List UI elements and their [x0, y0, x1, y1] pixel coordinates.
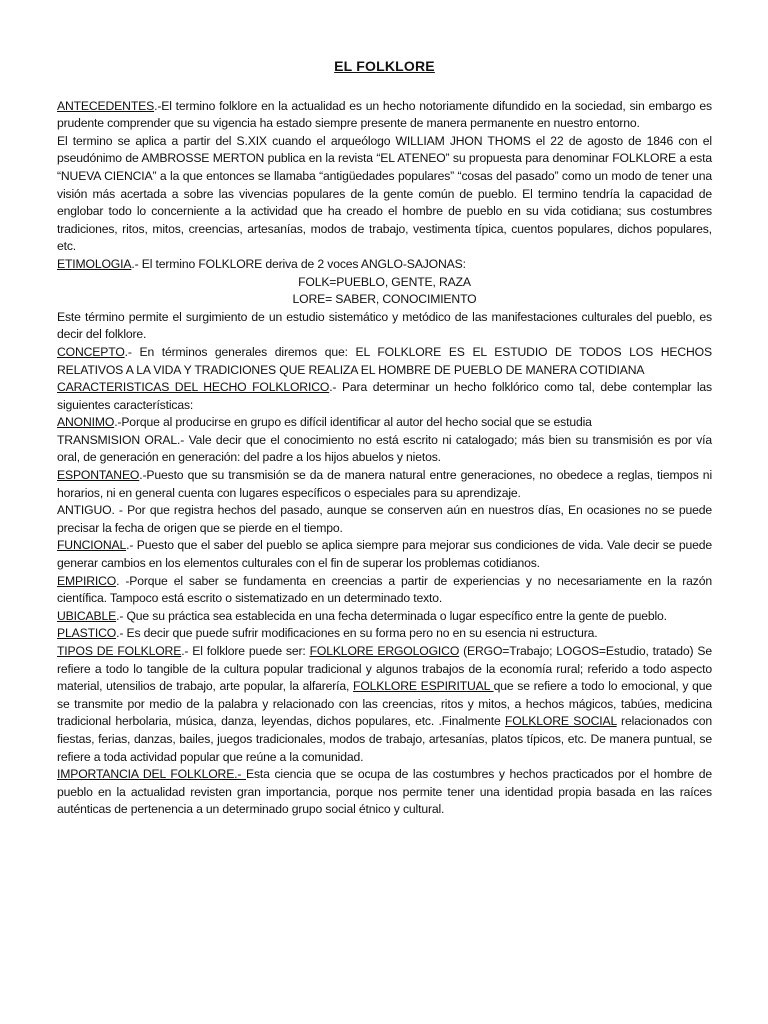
- espontaneo-paragraph: [57, 467, 712, 502]
- origin-paragraph: El termino se aplica a partir del S.XIX cuando el arqueólogo WILLIAM JHON THOMS el 22 de agosto de 1846 con el pseudónimo de AMBROSSE MERTON publica en la revista “EL ATENEO” su propuesta para denominar FOLKLORE a esta “NUEVA CIENCIA” a la que entonces se llamaba “antigüedades populares” “cosas del pasado” como un modo de tener una visión más acertada a sobre las vivencias populares de la gente común de pueblo. El termino tendría la capacidad de englobar todo lo concerniente a la actividad que ha creado el hombre de pueblo en su vida cotidiana; sus costumbres tradiciones, ritos, mitos, creencias, artesanías, modos de trabajo, vestimenta típica, cuentos populares, dichos populares, etc.: [57, 133, 712, 254]
- espiritual-term: FOLKLORE ESPIRITUAL: [353, 679, 494, 694]
- concepto-text: .- En términos generales diremos que: EL FOLKLORE ES EL ESTUDIO DE TODOS LOS HECHOS RELATIVOS A LA VIDA Y TRADICIONES QUE REALIZA EL HOMBRE DE PUEBLO DE MANERA COTIDIANA: [57, 344, 712, 377]
- ergologico-term: FOLKLORE ERGOLOGICO: [309, 644, 460, 658]
- lore-definition: LORE= SABER, CONOCIMIENTO: [292, 292, 477, 307]
- funcional-text: .- Puesto que el saber del pueblo se aplica siempre para mejorar sus condiciones de vida. Vale decir se puede generar cambios en los elementos culturales con el fin de superar los problemas cotidianos.: [57, 538, 712, 571]
- etimologia-heading: ETIMOLOGIA: [57, 256, 132, 271]
- antecedentes-heading: ANTECEDENTES: [57, 98, 155, 113]
- plastico-text: .- Es decir que puede sufrir modificaciones en su forma pero no en su esencia ni estructura.: [116, 626, 598, 641]
- folk-definition: FOLK=PUEBLO, GENTE, RAZA: [298, 274, 471, 289]
- funcional-heading: FUNCIONAL: [57, 538, 127, 553]
- empirico-text: . -Porque el saber se fundamenta en creencias a partir de experiencias y no necesariamente en la razón científica. Tampoco está escrito o sistematizado en un determinado texto.: [57, 573, 712, 606]
- espontaneo-heading: ESPONTANEO: [57, 468, 140, 483]
- ubicable-paragraph: [57, 608, 712, 626]
- tipos-paragraph: [57, 643, 712, 766]
- importancia-heading: IMPORTANCIA DEL FOLKLORE.-: [57, 767, 246, 782]
- anonimo-text: .-Porque al producirse en grupo es difícil identificar al autor del hecho social que se estudia: [114, 415, 592, 430]
- anonimo-heading: ANONIMO: [57, 415, 115, 430]
- tipos-text-3: que se refiere a todo lo emocional, y que se transmite por medio de la palabra y relacionado con las creencias, ritos y mitos, a hechos mágicos, tabúes, medicina tradicional herbolaria, música, danza, leyendas, dichos populares, etc. .Finalmente: [57, 679, 713, 729]
- caracteristicas-text: .- Para determinar un hecho folklórico como tal, debe contemplar las siguientes características:: [57, 380, 713, 412]
- social-term: FOLKLORE SOCIAL: [505, 714, 617, 729]
- antecedentes-text: .-El termino folklore en la actualidad es un hecho notoriamente difundido en la sociedad, sin embargo es prudente comprender que su vigencia ha estado siempre presente de manera permanente en nuestro entorno.: [57, 98, 712, 131]
- tipos-text-4: relacionados con fiestas, ferias, danzas, bailes, juegos tradicionales, modos de trabajo, artesanías, platos típicos, etc. De manera puntual, se refiere a toda actividad popular que reúne a la comunidad.: [57, 714, 712, 764]
- espontaneo-text: .-Puesto que su transmisión se da de manera natural entre generaciones, no obedece a reglas, tiempos ni horarios, ni en general cuenta con lugares específicos o especiales para su aprendizaje.: [57, 468, 712, 500]
- antecedentes-paragraph: [57, 98, 712, 133]
- empirico-paragraph: [57, 573, 712, 608]
- tipos-text-2: (ERGO=Trabajo; LOGOS=Estudio, tratado) Se refiere a todo lo tangible de la cultura popular tradicional y algunos trabajos de la economía rural; referido a todo aspecto material, utensilios de trabajo, arte popular, la alfarería,: [57, 644, 712, 694]
- etimologia-paragraph: [57, 256, 712, 274]
- importancia-paragraph: [57, 766, 712, 819]
- etimologia-text: .- El termino FOLKLORE deriva de 2 voces ANGLO-SAJONAS:: [131, 256, 466, 271]
- tipos-text-1: .- El folklore puede ser:: [181, 644, 310, 658]
- caracteristicas-heading: CARACTERISTICAS DEL HECHO FOLKLORICO: [57, 380, 330, 395]
- tipos-heading: TIPOS DE FOLKLORE: [57, 644, 182, 658]
- plastico-paragraph: [57, 625, 712, 643]
- plastico-heading: PLASTICO: [57, 626, 117, 641]
- document-title: EL FOLKLORE: [334, 58, 435, 74]
- concepto-heading: CONCEPTO: [57, 344, 125, 359]
- concepto-paragraph: [57, 344, 712, 379]
- funcional-paragraph: [57, 537, 712, 572]
- empirico-heading: EMPIRICO: [57, 573, 117, 588]
- antiguo-paragraph: ANTIGUO. - Por que registra hechos del pasado, aunque se conserven aún en nuestros días, En ocasiones no se puede precisar la fecha de origen que se pierde en el tiempo.: [57, 503, 712, 535]
- ubicable-heading: UBICABLE: [57, 608, 117, 623]
- importancia-text: Esta ciencia que se ocupa de las costumbres y hechos practicados por el hombre de pueblo en la actualidad revisten gran importancia, porque nos permite tener una identidad propia basada en las raíces auténticas de pertenencia a un determinado grupo social étnico y cultural.: [57, 767, 712, 817]
- anonimo-paragraph: [57, 414, 712, 432]
- document-page: [57, 58, 712, 819]
- transmision-paragraph: TRANSMISION ORAL.- Vale decir que el conocimiento no está escrito ni catalogado; más bien su transmisión es por vía oral, de generación en generación: del padre a los hijos abuelos y nietos.: [57, 432, 712, 465]
- ubicable-text: .- Que su práctica sea establecida en una fecha determinada o lugar específico entre la gente de pueblo.: [116, 608, 667, 623]
- caracteristicas-paragraph: [57, 379, 712, 414]
- etimologia-extra: Este término permite el surgimiento de un estudio sistemático y metódico de las manifestaciones culturales del pueblo, es decir del folklore.: [57, 309, 712, 342]
